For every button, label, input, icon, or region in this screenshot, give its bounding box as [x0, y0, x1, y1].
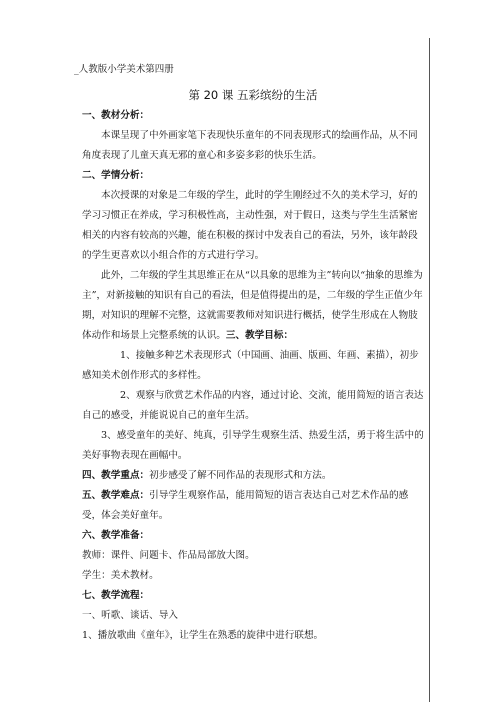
section-heading: 三、教学目标：: [225, 330, 294, 341]
goal-item: 3、感受童年的美好、纯真，引导学生观察生活、热爱生活，勇于将生活中的美好事物表现在画幅中。: [82, 430, 424, 461]
page-border-line: [429, 38, 430, 702]
prep-item: 学生：美术教材。: [82, 570, 159, 581]
paragraph-text: 此外，二年级的学生其思维正在从“以具象的思维为主”转向以“抽象的思维为主”，对新接触的知识有自己的看法，但是值得提出的是，二年级的学生正值少年期，对知识的理解不完整，这就需要教师对知识进行概括，使学生形成在人物肢体动作和场景上完整系统的认识。: [82, 270, 423, 341]
paragraph: [82, 266, 424, 346]
paragraph: 本次授课的对象是二年级的学生，此时的学生刚经过不久的美术学习，好的学习习惯正在养成，学习积极性高，主动性强，对于假日，这类与学生生活紧密相关的内容有较高的兴趣，能在积极的探讨中发表自己的看法，另外，该年龄段的学生更喜欢以小组合作的方式进行学习。: [82, 190, 418, 261]
header-text: _人教版小学美术第四册: [74, 64, 174, 75]
section-heading: 一、教材分析：: [82, 110, 150, 121]
goal-item: 1、接触多种艺术表现形式（中国画、油画、版画、年画、素描），初步感知美术创作形式的多样性。: [82, 350, 419, 381]
prep-item: 教师：课件、问题卡、作品局部放大图。: [82, 550, 255, 561]
section-heading: 四、教学重点：: [82, 470, 150, 481]
section-line: [82, 466, 424, 486]
section-heading: 七、教学流程：: [82, 590, 150, 601]
paragraph-text: 引导学生观察作品，能用简短的语言表达自己对艺术作品的感受，体会美好童年。: [82, 490, 409, 521]
flow-item: 1、播放歌曲《童年》，让学生在熟悉的旋律中进行联想。: [82, 630, 324, 641]
lesson-title: 第 20 课 五彩缤纷的生活: [188, 88, 318, 102]
section-heading: 二、学情分析：: [82, 170, 150, 181]
document-body: [82, 86, 424, 646]
paragraph: 本课呈现了中外画家笔下表现快乐童年的不同表现形式的绘画作品，从不同角度表现了儿童天真无邪的童心和多姿多彩的快乐生活。: [82, 130, 418, 161]
paragraph-text: 初步感受了解不同作品的表现形式和方法。: [149, 470, 332, 481]
section-heading: 五、教学难点：: [82, 490, 150, 501]
section-line: [82, 486, 424, 526]
flow-item: 一、听歌、谈话、导入: [82, 610, 178, 621]
section-heading: 六、教学准备：: [82, 530, 150, 541]
goal-item: 2、观察与欣赏艺术作品的内容，通过讨论、交流，能用简短的语言表达自己的感受，并能说说自己的童年生活。: [82, 390, 424, 421]
